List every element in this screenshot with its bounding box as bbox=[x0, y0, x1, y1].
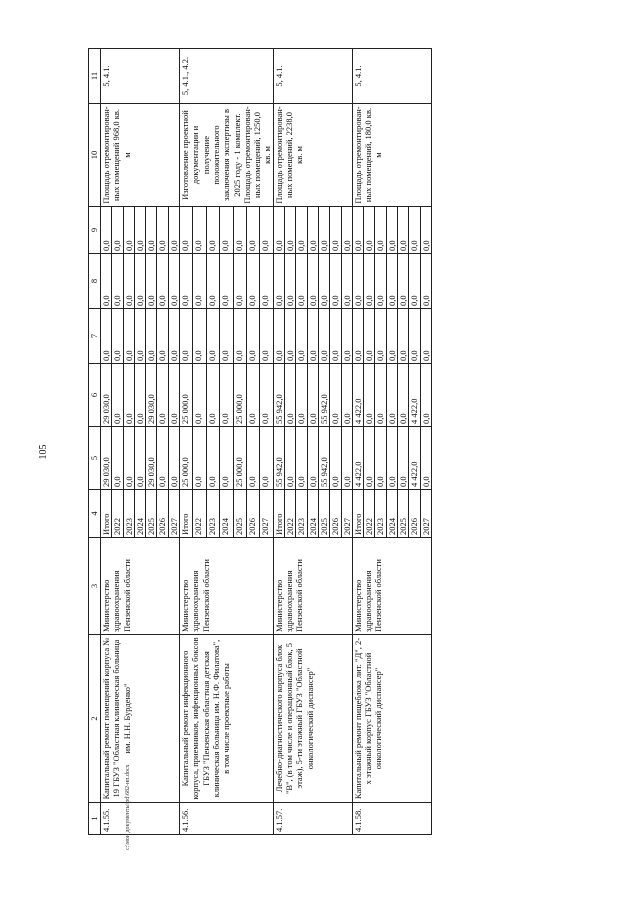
col-number: 6 bbox=[89, 364, 101, 427]
amount-cell: 0,0 bbox=[134, 254, 145, 309]
amount-cell: 0,0 bbox=[101, 309, 112, 364]
amount-cell: 0,0 bbox=[341, 254, 352, 309]
item-number: 4.1.55. bbox=[101, 803, 180, 835]
amount-cell: 0,0 bbox=[246, 309, 259, 364]
year-cell: 2022 bbox=[193, 490, 206, 538]
col-number: 7 bbox=[89, 309, 101, 364]
year-cell: 2024 bbox=[220, 490, 233, 538]
amount-cell: 0,0 bbox=[180, 254, 193, 309]
item-number: 4.1.58. bbox=[352, 803, 431, 835]
amount-cell: 25 000,0 bbox=[180, 427, 193, 490]
amount-cell: 0,0 bbox=[193, 207, 206, 254]
amount-cell: 0,0 bbox=[364, 207, 375, 254]
table-row bbox=[352, 49, 363, 835]
item-executor: Министерство здравоохранения Пензенской области bbox=[273, 538, 352, 635]
year-cell: 2022 bbox=[364, 490, 375, 538]
amount-cell: 0,0 bbox=[341, 207, 352, 254]
amount-cell: 0,0 bbox=[123, 254, 134, 309]
amount-cell: 25 000,0 bbox=[233, 427, 246, 490]
indicator-cell: Площадь отремонтирован-ных помещений, 180,0 кв. м bbox=[352, 104, 431, 207]
amount-cell: 0,0 bbox=[273, 254, 284, 309]
amount-cell: 0,0 bbox=[246, 207, 259, 254]
amount-cell: 55 942,0 bbox=[273, 364, 284, 427]
col-number: 9 bbox=[89, 207, 101, 254]
year-cell: 2027 bbox=[168, 490, 179, 538]
year-cell: 2025 bbox=[146, 490, 157, 538]
amount-cell: 0,0 bbox=[285, 309, 296, 364]
col-number: 5 bbox=[89, 427, 101, 490]
reference-cell: 5, 4.1. bbox=[352, 49, 431, 104]
item-executor: Министерство здравоохранения Пензенской области bbox=[180, 538, 274, 635]
amount-cell: 0,0 bbox=[193, 427, 206, 490]
amount-cell: 0,0 bbox=[296, 207, 307, 254]
amount-cell: 0,0 bbox=[206, 364, 219, 427]
amount-cell: 0,0 bbox=[330, 309, 341, 364]
amount-cell: 55 942,0 bbox=[318, 364, 329, 427]
amount-cell: 0,0 bbox=[330, 254, 341, 309]
indicator-cell: Площадь отремонтирован-ных помещений, 2238,0 кв. м bbox=[273, 104, 352, 207]
amount-cell: 29 030,0 bbox=[146, 427, 157, 490]
amount-cell: 0,0 bbox=[180, 309, 193, 364]
amount-cell: 29 030,0 bbox=[101, 427, 112, 490]
amount-cell: 0,0 bbox=[112, 207, 123, 254]
amount-cell: 0,0 bbox=[112, 427, 123, 490]
item-number: 4.1.57. bbox=[273, 803, 352, 835]
amount-cell: 0,0 bbox=[220, 254, 233, 309]
year-cell: 2027 bbox=[420, 490, 431, 538]
amount-cell: 0,0 bbox=[420, 364, 431, 427]
reference-cell: 5, 4.1. bbox=[101, 49, 180, 104]
table-row bbox=[273, 49, 284, 835]
amount-cell: 0,0 bbox=[341, 364, 352, 427]
amount-cell: 4 422,0 bbox=[409, 364, 420, 427]
amount-cell: 0,0 bbox=[134, 427, 145, 490]
amount-cell: 0,0 bbox=[180, 207, 193, 254]
amount-cell: 0,0 bbox=[101, 207, 112, 254]
amount-cell: 0,0 bbox=[318, 207, 329, 254]
amount-cell: 0,0 bbox=[168, 207, 179, 254]
amount-cell: 0,0 bbox=[364, 427, 375, 490]
amount-cell: 0,0 bbox=[398, 427, 409, 490]
amount-cell: 0,0 bbox=[157, 364, 168, 427]
amount-cell: 0,0 bbox=[398, 254, 409, 309]
year-cell: 2023 bbox=[375, 490, 386, 538]
amount-cell: 0,0 bbox=[420, 309, 431, 364]
amount-cell: 0,0 bbox=[386, 309, 397, 364]
amount-cell: 0,0 bbox=[398, 207, 409, 254]
year-cell: 2026 bbox=[409, 490, 420, 538]
amount-cell: 0,0 bbox=[307, 254, 318, 309]
col-number: 3 bbox=[89, 538, 101, 635]
amount-cell: 0,0 bbox=[341, 309, 352, 364]
table-row bbox=[101, 49, 112, 835]
amount-cell: 0,0 bbox=[307, 427, 318, 490]
amount-cell: 0,0 bbox=[233, 254, 246, 309]
amount-cell: 0,0 bbox=[157, 427, 168, 490]
amount-cell: 0,0 bbox=[157, 207, 168, 254]
amount-cell: 55 942,0 bbox=[273, 427, 284, 490]
amount-cell: 0,0 bbox=[260, 309, 273, 364]
amount-cell: 0,0 bbox=[375, 427, 386, 490]
year-cell: 2026 bbox=[157, 490, 168, 538]
col-number: 10 bbox=[89, 104, 101, 207]
amount-cell: 0,0 bbox=[352, 254, 363, 309]
year-cell: Итого bbox=[273, 490, 284, 538]
amount-cell: 0,0 bbox=[112, 254, 123, 309]
year-cell: 2022 bbox=[285, 490, 296, 538]
amount-cell: 0,0 bbox=[318, 309, 329, 364]
amount-cell: 0,0 bbox=[123, 309, 134, 364]
amount-cell: 55 942,0 bbox=[318, 427, 329, 490]
amount-cell: 0,0 bbox=[307, 364, 318, 427]
year-cell: 2025 bbox=[398, 490, 409, 538]
year-cell: 2025 bbox=[233, 490, 246, 538]
amount-cell: 0,0 bbox=[168, 254, 179, 309]
amount-cell: 0,0 bbox=[420, 207, 431, 254]
item-executor: Министерство здравоохранения Пензенской области bbox=[101, 538, 180, 635]
amount-cell: 29 030,0 bbox=[101, 364, 112, 427]
amount-cell: 0,0 bbox=[146, 207, 157, 254]
page-number: 105 bbox=[38, 444, 49, 460]
item-name: Капитальный ремонт пищеблока лит. "Д", 2-х этажный корпус ГБУЗ "Областной онкологический диспансер" bbox=[352, 635, 431, 803]
amount-cell: 0,0 bbox=[246, 254, 259, 309]
amount-cell: 29 030,0 bbox=[146, 364, 157, 427]
amount-cell: 0,0 bbox=[146, 309, 157, 364]
amount-cell: 0,0 bbox=[273, 207, 284, 254]
amount-cell: 0,0 bbox=[206, 427, 219, 490]
amount-cell: 0,0 bbox=[193, 309, 206, 364]
amount-cell: 0,0 bbox=[375, 207, 386, 254]
amount-cell: 0,0 bbox=[123, 207, 134, 254]
amount-cell: 0,0 bbox=[112, 309, 123, 364]
indicator-cell: Площадь отремонтирован-ных помещений 968,0 кв. м bbox=[101, 104, 180, 207]
amount-cell: 0,0 bbox=[330, 427, 341, 490]
amount-cell: 0,0 bbox=[307, 207, 318, 254]
amount-cell: 0,0 bbox=[341, 427, 352, 490]
amount-cell: 0,0 bbox=[246, 364, 259, 427]
amount-cell: 0,0 bbox=[206, 309, 219, 364]
amount-cell: 0,0 bbox=[101, 254, 112, 309]
amount-cell: 0,0 bbox=[386, 254, 397, 309]
year-cell: 2023 bbox=[296, 490, 307, 538]
amount-cell: 0,0 bbox=[364, 364, 375, 427]
year-cell: 2023 bbox=[206, 490, 219, 538]
year-cell: 2026 bbox=[246, 490, 259, 538]
amount-cell: 0,0 bbox=[168, 309, 179, 364]
col-number: 11 bbox=[89, 49, 101, 104]
amount-cell: 0,0 bbox=[409, 207, 420, 254]
item-number: 4.1.56. bbox=[180, 803, 274, 835]
year-cell: 2025 bbox=[318, 490, 329, 538]
amount-cell: 0,0 bbox=[352, 309, 363, 364]
year-cell: 2027 bbox=[341, 490, 352, 538]
year-cell: Итого bbox=[101, 490, 112, 538]
amount-cell: 0,0 bbox=[420, 427, 431, 490]
amount-cell: 0,0 bbox=[386, 427, 397, 490]
amount-cell: 0,0 bbox=[123, 427, 134, 490]
amount-cell: 0,0 bbox=[220, 207, 233, 254]
amount-cell: 0,0 bbox=[233, 207, 246, 254]
amount-cell: 0,0 bbox=[330, 364, 341, 427]
amount-cell: 0,0 bbox=[220, 364, 233, 427]
amount-cell: 0,0 bbox=[146, 254, 157, 309]
year-cell: 2024 bbox=[134, 490, 145, 538]
amount-cell: 0,0 bbox=[307, 309, 318, 364]
amount-cell: 0,0 bbox=[260, 254, 273, 309]
item-executor: Министерство здравоохранения Пензенской области bbox=[352, 538, 431, 635]
amount-cell: 0,0 bbox=[220, 427, 233, 490]
amount-cell: 0,0 bbox=[364, 309, 375, 364]
amount-cell: 0,0 bbox=[233, 309, 246, 364]
year-cell: 2024 bbox=[307, 490, 318, 538]
amount-cell: 0,0 bbox=[134, 364, 145, 427]
amount-cell: 0,0 bbox=[260, 364, 273, 427]
amount-cell: 0,0 bbox=[409, 309, 420, 364]
table-row bbox=[180, 49, 193, 835]
amount-cell: 0,0 bbox=[296, 254, 307, 309]
amount-cell: 0,0 bbox=[318, 254, 329, 309]
amount-cell: 0,0 bbox=[157, 254, 168, 309]
amount-cell: 0,0 bbox=[134, 309, 145, 364]
year-cell: 2024 bbox=[386, 490, 397, 538]
year-cell: Итого bbox=[180, 490, 193, 538]
amount-cell: 0,0 bbox=[296, 364, 307, 427]
amount-cell: 0,0 bbox=[330, 207, 341, 254]
header-row bbox=[89, 49, 101, 835]
year-cell: 2022 bbox=[112, 490, 123, 538]
amount-cell: 0,0 bbox=[193, 254, 206, 309]
amount-cell: 0,0 bbox=[123, 364, 134, 427]
year-cell: 2027 bbox=[260, 490, 273, 538]
amount-cell: 0,0 bbox=[168, 427, 179, 490]
year-cell: 2026 bbox=[330, 490, 341, 538]
amount-cell: 0,0 bbox=[398, 364, 409, 427]
amount-cell: 0,0 bbox=[246, 427, 259, 490]
program-table bbox=[88, 48, 432, 835]
indicator-cell: Изготовление проектной документации и получение положительного заключения экспертизы в 2025 году - 1 комплект. Площадь отремонтирован-ных помещений, 1250,0 кв. м bbox=[180, 104, 274, 207]
col-number: 4 bbox=[89, 490, 101, 538]
amount-cell: 0,0 bbox=[420, 254, 431, 309]
amount-cell: 0,0 bbox=[375, 364, 386, 427]
amount-cell: 0,0 bbox=[260, 207, 273, 254]
amount-cell: 0,0 bbox=[134, 207, 145, 254]
amount-cell: 0,0 bbox=[168, 364, 179, 427]
amount-cell: 0,0 bbox=[398, 309, 409, 364]
amount-cell: 0,0 bbox=[409, 254, 420, 309]
amount-cell: 0,0 bbox=[193, 364, 206, 427]
amount-cell: 0,0 bbox=[206, 254, 219, 309]
amount-cell: 0,0 bbox=[285, 254, 296, 309]
item-name: Лечебно-диагностического корпуса блок "В", (в том числе и операционный блок, 5 этаж), 5-ти этажный ГБУЗ "Областной онкологический диспансер" bbox=[273, 635, 352, 803]
amount-cell: 4 422,0 bbox=[409, 427, 420, 490]
amount-cell: 0,0 bbox=[375, 254, 386, 309]
item-name: Капитальный ремонт инфекционного корпуса, приемников, инфекционных боксов ГБУЗ "Пензенская областная детская клиническая больница им. Н.Ф. Филатова", в том числе проектные работы bbox=[180, 635, 274, 803]
reference-cell: 5, 4.1. bbox=[273, 49, 352, 104]
amount-cell: 0,0 bbox=[206, 207, 219, 254]
rotated-page bbox=[88, 49, 630, 835]
amount-cell: 0,0 bbox=[273, 309, 284, 364]
year-cell: Итого bbox=[352, 490, 363, 538]
reference-cell: 5, 4.1., 4.2. bbox=[180, 49, 274, 104]
amount-cell: 25 000,0 bbox=[233, 364, 246, 427]
amount-cell: 0,0 bbox=[285, 364, 296, 427]
amount-cell: 0,0 bbox=[296, 427, 307, 490]
item-name: Капитальный ремонт помещений корпуса № 19 ГБУЗ "Областная клиническая больница им. Н.Н. Бурденко" bbox=[101, 635, 180, 803]
amount-cell: 0,0 bbox=[285, 427, 296, 490]
amount-cell: 4 422,0 bbox=[352, 427, 363, 490]
amount-cell: 0,0 bbox=[260, 427, 273, 490]
file-path-footer: c:\мои документы\pd\682-нп.docx bbox=[125, 764, 131, 850]
amount-cell: 0,0 bbox=[112, 364, 123, 427]
col-number: 2 bbox=[89, 635, 101, 803]
amount-cell: 0,0 bbox=[386, 207, 397, 254]
amount-cell: 0,0 bbox=[375, 309, 386, 364]
amount-cell: 0,0 bbox=[157, 309, 168, 364]
col-number: 8 bbox=[89, 254, 101, 309]
amount-cell: 25 000,0 bbox=[180, 364, 193, 427]
amount-cell: 0,0 bbox=[285, 207, 296, 254]
amount-cell: 0,0 bbox=[352, 207, 363, 254]
col-number: 1 bbox=[89, 803, 101, 835]
amount-cell: 0,0 bbox=[220, 309, 233, 364]
amount-cell: 0,0 bbox=[386, 364, 397, 427]
amount-cell: 0,0 bbox=[364, 254, 375, 309]
amount-cell: 0,0 bbox=[296, 309, 307, 364]
year-cell: 2023 bbox=[123, 490, 134, 538]
amount-cell: 4 422,0 bbox=[352, 364, 363, 427]
